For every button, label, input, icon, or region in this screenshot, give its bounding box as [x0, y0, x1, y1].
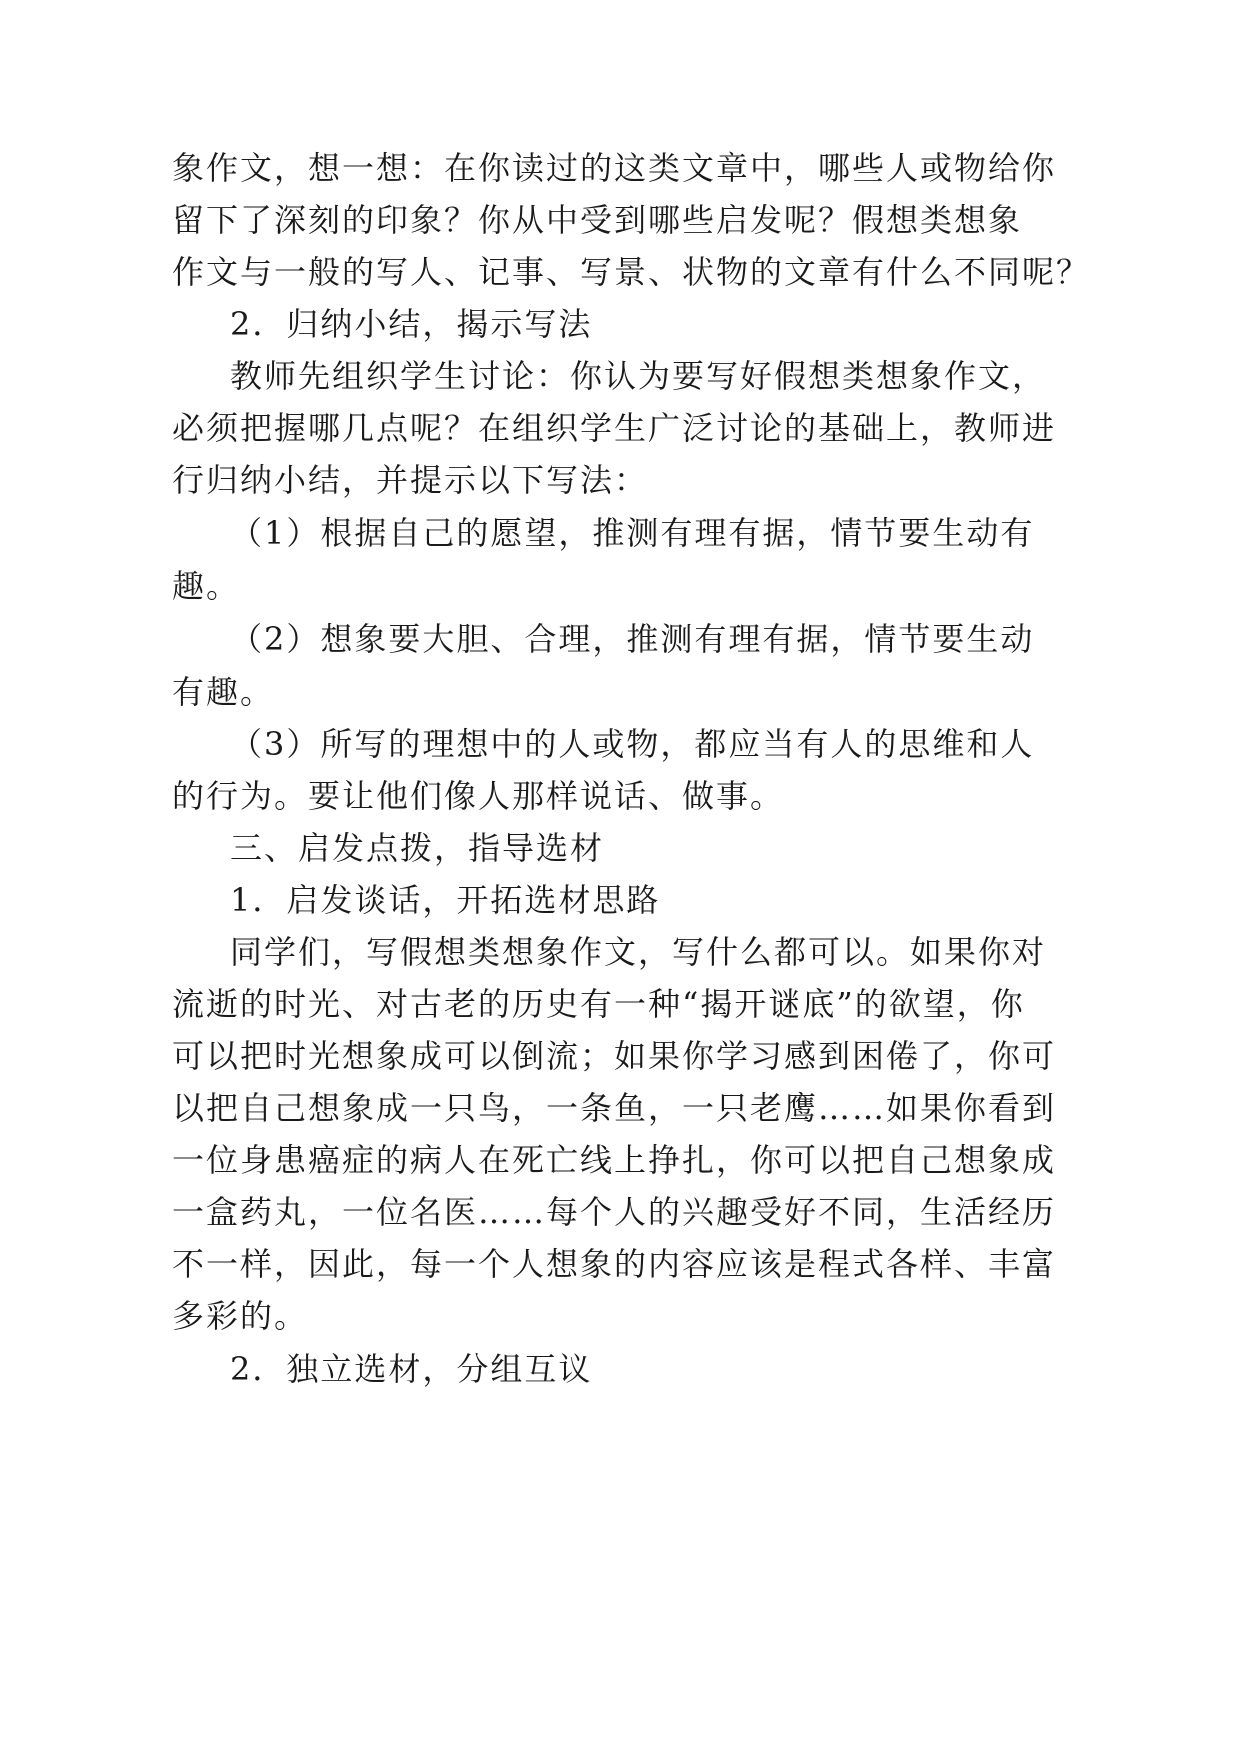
- body-text-line: 多彩的。: [172, 1297, 309, 1335]
- list-item: （2）想象要大胆、合理，推测有理有据，情节要生动: [230, 620, 1035, 658]
- body-text-line: 必须把握哪几点呢？在组织学生广泛讨论的基础上，教师进: [172, 409, 1057, 447]
- body-text-line: 流逝的时光、对古老的历史有一种“揭开谜底”的欲望，你: [172, 985, 1025, 1023]
- body-text-line: 可以把时光想象成可以倒流；如果你学习感到困倦了，你可: [172, 1037, 1057, 1075]
- body-text-line: 一位身患癌症的病人在死亡线上挣扎，你可以把自己想象成: [172, 1141, 1057, 1179]
- list-item: （1）根据自己的愿望，推测有理有据，情节要生动有: [230, 514, 1035, 552]
- body-text-line: 作文与一般的写人、记事、写景、状物的文章有什么不同呢？: [172, 253, 1091, 291]
- body-text-line: 趣。: [172, 567, 241, 605]
- body-text-line: 不一样，因此，每一个人想象的内容应该是程式各样、丰富: [172, 1245, 1057, 1283]
- body-text-line: 教师先组织学生讨论：你认为要写好假想类想象作文，: [230, 357, 1047, 395]
- section-heading: 三、启发点拨，指导选材: [230, 829, 605, 867]
- body-text-line: 的行为。要让他们像人那样说话、做事。: [172, 777, 785, 815]
- body-text-line: 一盒药丸，一位名医……每个人的兴趣受好不同，生活经历: [172, 1193, 1057, 1231]
- section-heading: 1．启发谈话，开拓选材思路: [230, 881, 661, 919]
- section-heading: 2．归纳小结，揭示写法: [230, 305, 593, 343]
- body-text-line: 以把自己想象成一只鸟，一条鱼，一只老鹰……如果你看到: [172, 1089, 1057, 1127]
- body-text-line: 行归纳小结，并提示以下写法：: [172, 461, 649, 499]
- section-heading: 2．独立选材，分组互议: [230, 1350, 593, 1388]
- list-item: （3）所写的理想中的人或物，都应当有人的思维和人: [230, 725, 1035, 763]
- body-text-line: 象作文，想一想：在你读过的这类文章中，哪些人或物给你: [172, 149, 1057, 187]
- body-text-line: 留下了深刻的印象？你从中受到哪些启发呢？假想类想象: [172, 201, 1023, 239]
- body-text-line: 有趣。: [172, 673, 275, 711]
- body-text-line: 同学们，写假想类想象作文，写什么都可以。如果你对: [230, 933, 1047, 971]
